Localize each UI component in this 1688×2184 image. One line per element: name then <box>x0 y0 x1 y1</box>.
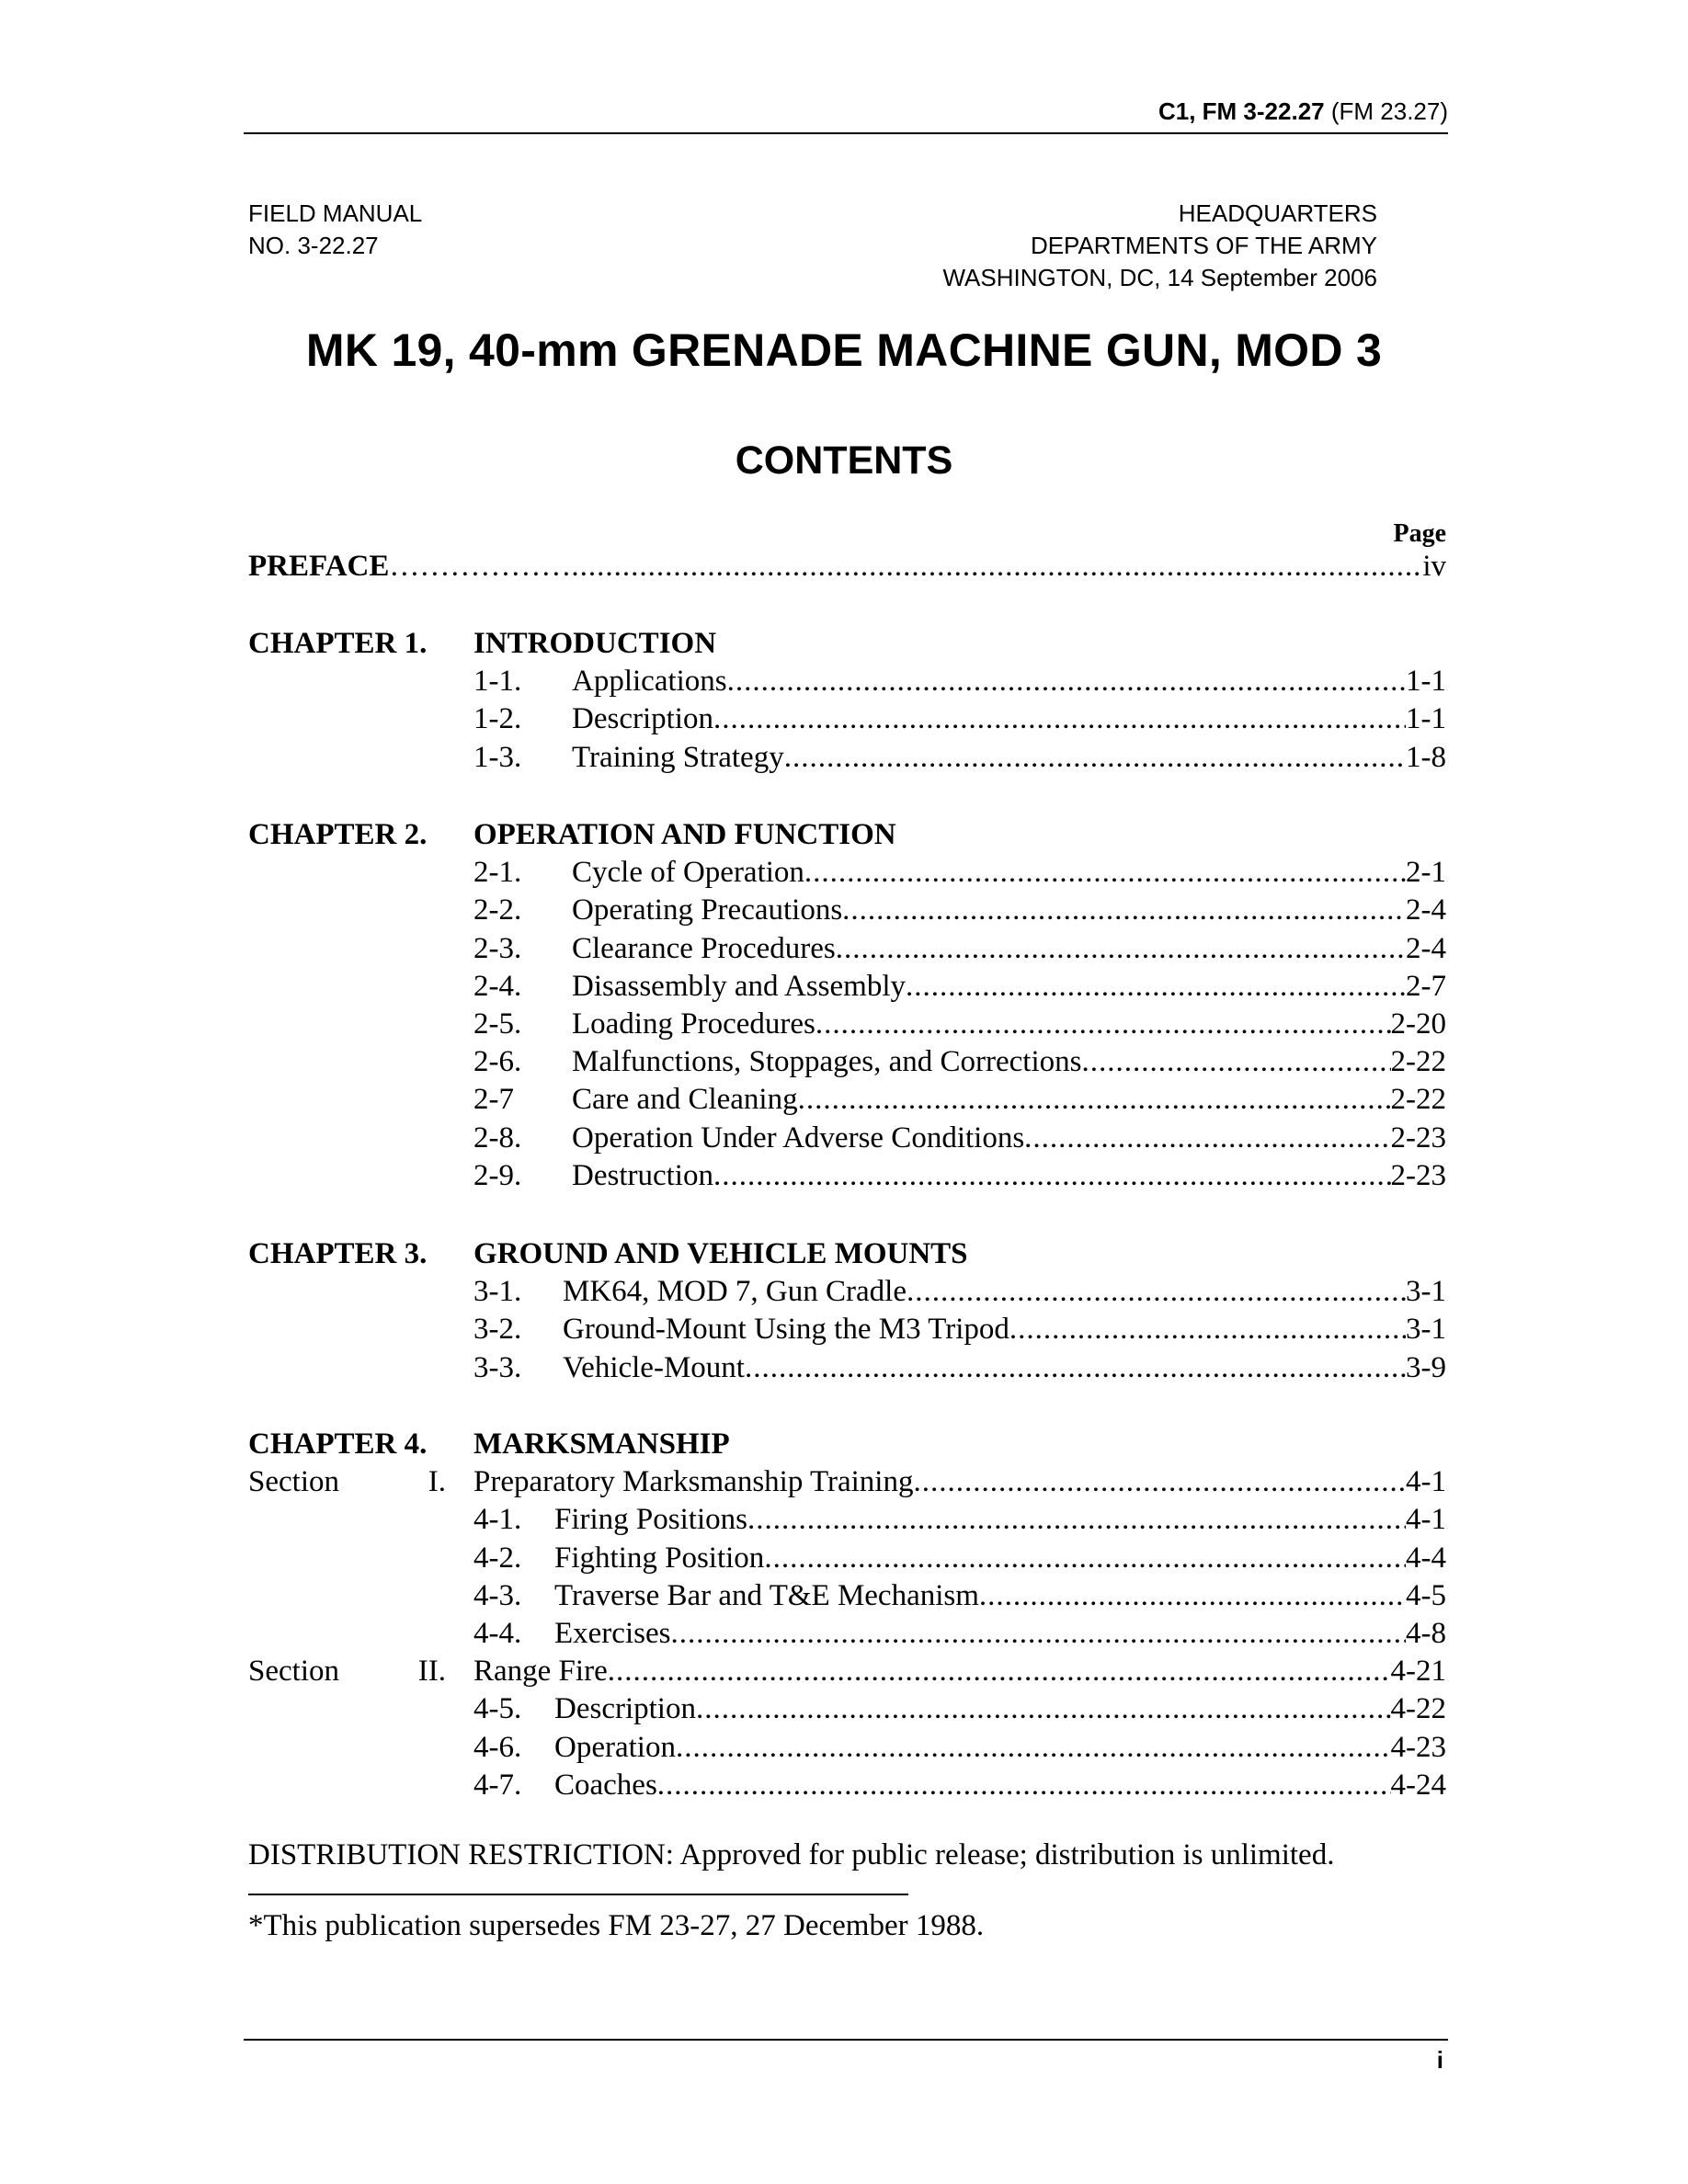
chapter-label: CHAPTER 4. <box>248 1428 428 1461</box>
manual-number: NO. 3-22.27 <box>248 232 379 259</box>
dot-leader <box>670 1614 1406 1653</box>
toc-section-page: 4-21 <box>1390 1655 1446 1689</box>
toc-entry-page: 2-4 <box>1406 931 1446 965</box>
dot-leader <box>979 1576 1406 1615</box>
dot-leader <box>747 1500 1406 1539</box>
toc-preface-text: PREFACE <box>248 550 390 583</box>
dot-leader <box>798 1080 1391 1119</box>
toc-entry <box>563 1310 1446 1348</box>
toc-entry <box>563 1348 1446 1387</box>
toc-entry <box>554 1689 1446 1728</box>
page-title: MK 19, 40-mm GRENADE MACHINE GUN, MOD 3 <box>305 324 1383 376</box>
chapter-title: OPERATION AND FUNCTION <box>473 818 896 851</box>
entry-number: 2-4. <box>473 969 522 1003</box>
toc-entry <box>554 1614 1446 1653</box>
toc-preface <box>248 547 1446 586</box>
entry-number: 2-5. <box>473 1007 522 1041</box>
toc-entry-text: Applications <box>572 665 727 699</box>
toc-entry-page: 4-24 <box>1390 1768 1446 1802</box>
toc-entry-page: 4-5 <box>1406 1578 1446 1612</box>
toc-entry-text: Operating Precautions <box>572 893 843 927</box>
header-rule <box>244 132 1448 134</box>
supersession-footnote: *This publication supersedes FM 23-27, 27 December 1988. <box>248 1909 985 1942</box>
toc-entry <box>572 853 1446 892</box>
masthead-left <box>248 198 422 262</box>
dot-leader <box>727 662 1406 700</box>
toc-section-text: Preparatory Marksmanship Training <box>473 1465 914 1499</box>
section-numeral: II. <box>417 1655 446 1689</box>
toc-entry-text: Exercises <box>554 1617 671 1650</box>
toc-entry-page: 2-4 <box>1406 893 1446 927</box>
toc-entry-text: Operation Under Adverse Conditions <box>572 1120 1025 1155</box>
toc-entry-page: 4-8 <box>1406 1617 1446 1650</box>
toc-entry-page: 3-9 <box>1406 1350 1446 1384</box>
dot-leader <box>907 1272 1406 1311</box>
toc-entry-text: Firing Positions <box>554 1503 747 1537</box>
toc-entry-page: 1-1 <box>1406 702 1446 736</box>
running-header-normal: (FM 23.27) <box>1324 97 1448 125</box>
entry-number: 2-8. <box>473 1120 522 1155</box>
dot-leader <box>657 1766 1391 1804</box>
running-header <box>244 97 1448 126</box>
toc-entry <box>554 1539 1446 1577</box>
dot-leader <box>784 738 1406 777</box>
dot-leader <box>764 1539 1406 1577</box>
entry-number: 4-7. <box>473 1768 522 1802</box>
entry-number: 4-4. <box>473 1617 522 1650</box>
chapter-label: CHAPTER 3. <box>248 1237 428 1270</box>
toc-entry <box>572 967 1446 1006</box>
entry-number: 3-3. <box>473 1350 522 1384</box>
toc-section <box>473 1652 1446 1690</box>
toc-entry-page: 2-20 <box>1390 1007 1446 1041</box>
section-label: Section <box>248 1655 339 1689</box>
entry-number: 4-1. <box>473 1503 522 1537</box>
toc-entry-page: 3-1 <box>1406 1313 1446 1347</box>
entry-number: 4-2. <box>473 1541 522 1575</box>
toc-entry-page: 2-23 <box>1390 1158 1446 1192</box>
dot-leader <box>713 1156 1391 1195</box>
entry-number: 3-2. <box>473 1313 522 1347</box>
toc-entry-text: Description <box>554 1692 696 1726</box>
dot-leader <box>804 853 1406 892</box>
dot-leader <box>815 1005 1391 1043</box>
location-date: WASHINGTON, DC, 14 September 2006 <box>942 264 1377 291</box>
distribution-restriction: DISTRIBUTION RESTRICTION: Approved for public release; distribution is unlimited. <box>248 1838 1335 1871</box>
toc-entry-page: 2-23 <box>1390 1120 1446 1155</box>
toc-entry-page: 2-7 <box>1406 969 1446 1003</box>
chapter-title: GROUND AND VEHICLE MOUNTS <box>473 1237 968 1270</box>
toc-section <box>473 1462 1446 1501</box>
toc-entry <box>554 1500 1446 1539</box>
toc-entry <box>572 1156 1446 1195</box>
dot-leader <box>1009 1310 1406 1348</box>
contents-heading: CONTENTS <box>735 438 953 483</box>
toc-entry <box>572 700 1446 738</box>
footnote-rule <box>248 1894 908 1895</box>
entry-number: 1-1. <box>473 665 522 699</box>
toc-entry <box>572 1005 1446 1043</box>
toc-entry-page: 3-1 <box>1406 1275 1446 1309</box>
toc-entry-text: Training Strategy <box>572 740 784 774</box>
entry-number: 2-9. <box>473 1158 522 1192</box>
manual-type: FIELD MANUAL <box>248 199 423 227</box>
toc-entry-text: MK64, MOD 7, Gun Cradle <box>563 1275 907 1309</box>
headquarters: HEADQUARTERS <box>1178 199 1377 227</box>
dot-leader <box>608 1652 1391 1690</box>
toc-entry-page: 4-23 <box>1390 1730 1446 1764</box>
toc-section-text: Range Fire <box>473 1655 608 1689</box>
section-numeral: I. <box>428 1465 446 1499</box>
toc-entry-text: Loading Procedures <box>572 1007 815 1041</box>
toc-entry-page: 4-4 <box>1406 1541 1446 1575</box>
toc-entry-text: Destruction <box>572 1158 713 1192</box>
toc-entry-text: Ground-Mount Using the M3 Tripod <box>563 1313 1009 1347</box>
dot-leader <box>913 1462 1406 1501</box>
toc-entry <box>572 1119 1446 1157</box>
dot-leader <box>676 1728 1391 1767</box>
dot-leader <box>696 1689 1391 1728</box>
entry-number: 4-6. <box>473 1730 522 1764</box>
entry-number: 2-6. <box>473 1045 522 1079</box>
toc-entry-text: Coaches <box>554 1768 657 1802</box>
department: DEPARTMENTS OF THE ARMY <box>1030 232 1377 259</box>
section-label: Section <box>248 1465 339 1499</box>
toc-entry-text: Clearance Procedures <box>572 931 836 965</box>
dot-leader <box>1082 1042 1391 1081</box>
dot-leader <box>713 700 1406 738</box>
footer-rule <box>244 2039 1448 2041</box>
entry-number: 2-7 <box>473 1083 514 1117</box>
dot-leader <box>571 547 1422 586</box>
toc-entry-text: Cycle of Operation <box>572 856 804 890</box>
toc-entry <box>572 662 1446 700</box>
page-column-label: Page <box>1393 519 1446 548</box>
toc-entry-page: 1-8 <box>1406 740 1446 774</box>
chapter-title: INTRODUCTION <box>473 627 717 660</box>
chapter-label: CHAPTER 2. <box>248 818 428 851</box>
toc-entry <box>563 1272 1446 1311</box>
toc-entry <box>572 1080 1446 1119</box>
entry-number: 3-1. <box>473 1275 522 1309</box>
dot-leader <box>842 891 1406 929</box>
entry-number: 1-3. <box>473 740 522 774</box>
toc-entry-text: Traverse Bar and T&E Mechanism <box>554 1578 979 1612</box>
dot-leader <box>836 929 1406 968</box>
toc-entry-text: Malfunctions, Stoppages, and Corrections <box>572 1045 1082 1079</box>
dot-leader <box>745 1348 1406 1387</box>
toc-entry <box>554 1728 1446 1767</box>
toc-entry-text: Disassembly and Assembly <box>572 969 906 1003</box>
entry-number: 2-3. <box>473 931 522 965</box>
entry-number: 1-2. <box>473 702 522 736</box>
dot-leader <box>906 967 1406 1006</box>
entry-number: 2-1. <box>473 856 522 890</box>
entry-number: 2-2. <box>473 893 522 927</box>
leader-ellipsis: ……………… <box>389 550 572 583</box>
running-header-bold: C1, FM 3-22.27 <box>1158 97 1325 125</box>
toc-entry <box>572 738 1446 777</box>
entry-number: 4-5. <box>473 1692 522 1726</box>
toc-entry <box>572 929 1446 968</box>
masthead-right <box>736 198 1377 294</box>
toc-section-page: 4-1 <box>1406 1465 1446 1499</box>
toc-entry-page: 4-1 <box>1406 1503 1446 1537</box>
toc-entry <box>572 1042 1446 1081</box>
page-number: i <box>1436 2046 1443 2074</box>
toc-entry-page: 4-22 <box>1390 1692 1446 1726</box>
entry-number: 4-3. <box>473 1578 522 1612</box>
toc-entry-page: 2-1 <box>1406 856 1446 890</box>
toc-entry-text: Fighting Position <box>554 1541 765 1575</box>
toc-entry-text: Care and Cleaning <box>572 1083 798 1117</box>
toc-entry <box>554 1576 1446 1615</box>
chapter-title: MARKSMANSHIP <box>473 1428 730 1461</box>
toc-entry-page: 2-22 <box>1390 1083 1446 1117</box>
toc-entry <box>572 891 1446 929</box>
dot-leader <box>1024 1119 1390 1157</box>
toc-entry <box>554 1766 1446 1804</box>
toc-preface-page: iv <box>1422 550 1446 583</box>
toc-entry-text: Description <box>572 702 713 736</box>
toc-entry-text: Vehicle-Mount <box>563 1350 745 1384</box>
chapter-label: CHAPTER 1. <box>248 627 428 660</box>
toc-entry-text: Operation <box>554 1730 676 1764</box>
toc-entry-page: 2-22 <box>1390 1045 1446 1079</box>
toc-entry-page: 1-1 <box>1406 665 1446 699</box>
